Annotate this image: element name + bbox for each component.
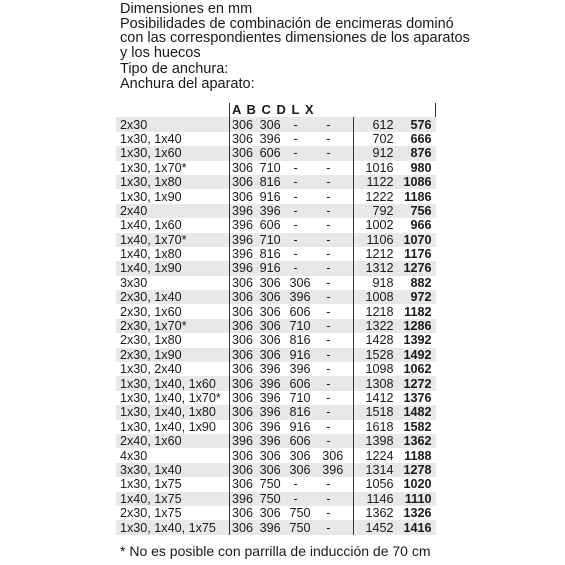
width-b-cell: 306 bbox=[260, 117, 290, 131]
width-d-cell: - bbox=[326, 333, 331, 348]
width-c-cell: 750 bbox=[289, 506, 311, 521]
width-a-cell: 396 bbox=[230, 434, 260, 448]
table-row bbox=[116, 463, 436, 477]
width-b-cell: 306 bbox=[260, 348, 290, 362]
combination-cell: 1x30, 1x40, 1x70* bbox=[116, 391, 230, 405]
width-a-cell: 306 bbox=[230, 520, 260, 534]
width-a-cell: 396 bbox=[232, 247, 254, 262]
width-c-cell: 816 bbox=[289, 405, 322, 419]
width-d-cell: - bbox=[322, 492, 353, 506]
width-d-cell: - bbox=[322, 146, 353, 160]
width-c-cell: - bbox=[293, 247, 298, 262]
width-c-cell: 750 bbox=[289, 520, 322, 534]
width-l-cell: 1618 bbox=[353, 420, 397, 434]
width-x-cell: 1286 bbox=[398, 319, 436, 333]
width-d-cell: - bbox=[322, 434, 353, 448]
combination-cell: 2x30, 1x80 bbox=[116, 333, 230, 347]
width-c-cell: - bbox=[293, 189, 298, 204]
width-l-cell: 1002 bbox=[353, 218, 397, 232]
table-row bbox=[116, 319, 436, 333]
width-b-cell: 306 bbox=[260, 319, 290, 333]
width-c-cell: 606 bbox=[289, 434, 322, 448]
width-a-cell: 306 bbox=[230, 405, 260, 419]
width-b-cell: 396 bbox=[259, 362, 281, 377]
width-c-cell: - bbox=[293, 477, 298, 492]
width-a-cell: 306 bbox=[232, 391, 254, 405]
width-c-cell: - bbox=[289, 261, 322, 275]
width-d-cell: - bbox=[326, 189, 331, 204]
width-a-cell: 396 bbox=[230, 492, 260, 506]
width-b-cell: 606 bbox=[259, 218, 281, 233]
combination-cell: 2x30, 1x90 bbox=[116, 348, 230, 362]
table-row bbox=[116, 261, 436, 275]
width-d-cell: - bbox=[322, 319, 353, 333]
width-l-cell: 1398 bbox=[353, 434, 397, 448]
table-row bbox=[116, 117, 436, 131]
width-b-cell: 606 bbox=[260, 146, 290, 160]
width-a-cell: 306 bbox=[232, 477, 254, 492]
width-x-cell: 1086 bbox=[398, 175, 436, 189]
width-a-cell: 306 bbox=[232, 189, 254, 204]
width-b-cell: 750 bbox=[260, 492, 290, 506]
combination-cell: 1x30, 1x40, 1x90 bbox=[116, 420, 230, 434]
combination-cell: 1x40, 1x80 bbox=[116, 247, 230, 261]
combination-cell: 1x40, 1x70* bbox=[116, 233, 230, 247]
width-a-cell: 306 bbox=[232, 362, 254, 377]
width-x-cell: 1070 bbox=[398, 233, 436, 247]
intro-line-1: Dimensiones en mm bbox=[120, 1, 253, 17]
width-x-cell: 1362 bbox=[398, 434, 436, 448]
width-x-cell: 1110 bbox=[398, 492, 436, 506]
combination-cell: 2x40 bbox=[116, 204, 230, 218]
combination-table-wrap bbox=[116, 103, 436, 535]
width-a-cell: 306 bbox=[232, 419, 254, 434]
width-c-cell: - bbox=[293, 131, 298, 146]
table-row bbox=[116, 218, 436, 232]
width-a-cell: 306 bbox=[232, 160, 254, 175]
width-l-cell: 1106 bbox=[353, 233, 397, 247]
width-b-cell: 396 bbox=[260, 204, 290, 218]
width-b-cell: 396 bbox=[259, 131, 281, 146]
width-c-cell: - bbox=[289, 117, 322, 131]
combination-table bbox=[116, 103, 436, 535]
table-row bbox=[116, 276, 436, 290]
width-b-cell: 306 bbox=[259, 304, 281, 319]
width-x-cell: 666 bbox=[410, 131, 432, 146]
table-row bbox=[116, 506, 436, 520]
intro-line-2: Posibilidades de combinación de encimeras dominó bbox=[120, 15, 454, 32]
width-b-cell: 306 bbox=[259, 448, 281, 463]
intro-text bbox=[120, 2, 470, 60]
combination-cell: 1x30, 1x40, 1x60 bbox=[116, 376, 230, 390]
width-d-cell: - bbox=[322, 204, 353, 218]
combination-cell: 1x30, 1x40, 1x75 bbox=[116, 520, 230, 534]
width-c-cell: 396 bbox=[289, 362, 311, 377]
width-b-cell: 396 bbox=[260, 520, 290, 534]
width-a-cell: 396 bbox=[230, 261, 260, 275]
width-b-cell: 816 bbox=[259, 247, 281, 262]
width-d-cell: 306 bbox=[322, 448, 344, 463]
width-c-cell: 306 bbox=[289, 448, 311, 463]
width-d-cell: - bbox=[326, 160, 331, 175]
combination-cell: 3x30 bbox=[116, 276, 230, 290]
width-l-cell: 612 bbox=[353, 117, 397, 131]
width-x-cell: 1482 bbox=[398, 405, 436, 419]
width-x-cell: 1182 bbox=[404, 304, 432, 319]
table-row bbox=[116, 204, 436, 218]
width-l-cell: 1528 bbox=[353, 348, 397, 362]
width-b-cell: 816 bbox=[260, 175, 290, 189]
width-a-cell: 306 bbox=[230, 319, 260, 333]
width-l-cell: 1016 bbox=[353, 161, 397, 175]
combination-cell: 1x30, 1x40 bbox=[116, 132, 230, 146]
width-b-cell: 710 bbox=[260, 233, 290, 247]
width-x-cell: 1062 bbox=[403, 362, 432, 377]
width-d-cell: - bbox=[322, 117, 353, 131]
width-x-cell: 1272 bbox=[398, 376, 436, 390]
appliance-width-label: Anchura del aparato: bbox=[120, 75, 255, 92]
width-l-cell: 1452 bbox=[353, 520, 397, 534]
width-x-cell: 1186 bbox=[404, 189, 432, 204]
width-x-cell: 1188 bbox=[404, 448, 432, 463]
table-row bbox=[116, 247, 436, 261]
width-l-cell: 1008 bbox=[353, 290, 397, 304]
width-b-cell: 916 bbox=[259, 189, 281, 204]
width-d-cell: - bbox=[326, 419, 331, 434]
width-c-cell: 710 bbox=[289, 319, 322, 333]
width-d-cell: - bbox=[322, 233, 353, 247]
width-d-cell: - bbox=[326, 131, 331, 146]
width-c-cell: 306 bbox=[289, 275, 311, 290]
width-d-cell: - bbox=[322, 348, 353, 362]
width-labels bbox=[120, 62, 255, 91]
combination-cell: 1x30, 1x70* bbox=[116, 161, 230, 175]
width-b-cell: 306 bbox=[259, 506, 281, 521]
width-x-cell: 1326 bbox=[403, 506, 432, 521]
width-d-cell: - bbox=[326, 506, 331, 521]
width-a-cell: 306 bbox=[232, 333, 254, 348]
width-c-cell: 606 bbox=[289, 376, 322, 390]
width-x-cell: 1392 bbox=[403, 333, 432, 348]
width-b-cell: 306 bbox=[259, 275, 281, 290]
width-l-cell: 1212 bbox=[353, 247, 397, 261]
combination-cell: 1x40, 1x90 bbox=[116, 261, 230, 275]
width-d-cell: - bbox=[322, 261, 353, 275]
width-c-cell: - bbox=[289, 233, 322, 247]
width-d-cell: - bbox=[322, 376, 353, 390]
table-row bbox=[116, 492, 436, 506]
width-l-cell: 912 bbox=[353, 146, 397, 160]
table-row bbox=[116, 304, 436, 318]
table-row bbox=[116, 376, 436, 390]
width-l-cell: 1428 bbox=[353, 333, 397, 347]
width-x-cell: 966 bbox=[410, 218, 432, 233]
width-x-cell: 1020 bbox=[403, 477, 432, 492]
table-row bbox=[116, 420, 436, 434]
width-a-cell: 306 bbox=[230, 348, 260, 362]
width-c-cell: - bbox=[289, 146, 322, 160]
width-d-cell: - bbox=[322, 290, 353, 304]
width-a-cell: 306 bbox=[232, 131, 254, 146]
width-c-cell: - bbox=[289, 492, 322, 506]
width-c-cell: 916 bbox=[289, 348, 322, 362]
combination-cell: 2x30, 1x75 bbox=[116, 506, 230, 520]
width-b-cell: 750 bbox=[259, 477, 281, 492]
table-row bbox=[116, 233, 436, 247]
combination-cell: 1x30, 1x90 bbox=[116, 189, 230, 203]
width-b-cell: 306 bbox=[260, 463, 290, 477]
combination-cell: 2x40, 1x60 bbox=[116, 434, 230, 448]
width-l-cell: 792 bbox=[353, 204, 397, 218]
width-l-cell: 702 bbox=[353, 132, 397, 146]
width-a-cell: 396 bbox=[232, 218, 254, 233]
combination-cell: 1x40, 1x75 bbox=[116, 492, 230, 506]
width-l-cell: 1314 bbox=[353, 463, 397, 477]
table-row bbox=[116, 146, 436, 160]
width-d-cell: - bbox=[326, 218, 331, 233]
combination-cell: 1x30, 1x60 bbox=[116, 146, 230, 160]
width-d-cell: 396 bbox=[322, 463, 353, 477]
combination-cell: 1x30, 1x40, 1x80 bbox=[116, 405, 230, 419]
table-row bbox=[116, 290, 436, 304]
width-a-cell: 306 bbox=[230, 117, 260, 131]
intro-line-4: y los huecos bbox=[120, 44, 201, 61]
width-c-cell: - bbox=[289, 175, 322, 189]
width-b-cell: 306 bbox=[259, 333, 281, 348]
width-d-cell: - bbox=[326, 275, 331, 290]
combination-cell: 1x40, 1x60 bbox=[116, 218, 230, 232]
width-d-cell: - bbox=[326, 362, 331, 377]
width-l-cell: 1518 bbox=[353, 405, 397, 419]
width-c-cell: 606 bbox=[289, 304, 311, 319]
width-a-cell: 306 bbox=[232, 275, 254, 290]
table-row bbox=[116, 405, 436, 419]
width-d-cell: - bbox=[322, 175, 353, 189]
width-l-cell: 1322 bbox=[353, 319, 397, 333]
combination-cell: 2x30, 1x40 bbox=[116, 290, 230, 304]
table-row bbox=[116, 391, 436, 405]
table-row bbox=[116, 175, 436, 189]
combination-cell: 2x30, 1x60 bbox=[116, 304, 230, 318]
width-x-cell: 980 bbox=[410, 160, 432, 175]
width-c-cell: 710 bbox=[289, 391, 311, 405]
width-b-cell: 396 bbox=[260, 376, 290, 390]
width-d-cell: - bbox=[326, 304, 331, 319]
width-c-cell: 816 bbox=[289, 333, 311, 348]
width-d-cell: - bbox=[326, 247, 331, 262]
combination-cell: 2x30, 1x70* bbox=[116, 319, 230, 333]
width-x-cell: 1278 bbox=[398, 463, 436, 477]
width-x-cell: 756 bbox=[398, 204, 436, 218]
combination-cell: 4x30 bbox=[116, 448, 230, 462]
width-l-cell: 1056 bbox=[353, 477, 397, 491]
width-c-cell: - bbox=[293, 160, 298, 175]
width-x-cell: 972 bbox=[398, 290, 436, 304]
width-a-cell: 306 bbox=[230, 463, 260, 477]
table-row bbox=[116, 477, 436, 491]
width-d-cell: - bbox=[322, 405, 353, 419]
width-c-cell: 916 bbox=[289, 419, 311, 434]
table-row bbox=[116, 520, 436, 534]
width-d-cell: - bbox=[326, 391, 331, 405]
width-x-cell: 1582 bbox=[403, 419, 432, 434]
table-row bbox=[116, 348, 436, 362]
width-x-cell: 882 bbox=[410, 275, 432, 290]
width-x-cell: 1376 bbox=[403, 391, 432, 405]
width-x-cell: 576 bbox=[398, 117, 436, 131]
width-l-cell: 918 bbox=[353, 276, 397, 290]
width-l-cell: 1098 bbox=[353, 362, 397, 376]
width-d-cell: - bbox=[322, 520, 353, 534]
width-l-cell: 1308 bbox=[353, 376, 397, 390]
width-a-cell: 306 bbox=[232, 448, 254, 463]
width-a-cell: 306 bbox=[230, 290, 260, 304]
width-l-cell: 1122 bbox=[353, 175, 397, 189]
width-a-cell: 396 bbox=[230, 204, 260, 218]
width-l-cell: 1222 bbox=[353, 189, 397, 203]
combination-cell: 2x30 bbox=[116, 117, 230, 131]
width-a-cell: 306 bbox=[230, 175, 260, 189]
width-x-cell: 1416 bbox=[398, 520, 436, 534]
table-row bbox=[116, 161, 436, 175]
width-b-cell: 396 bbox=[260, 405, 290, 419]
width-a-cell: 306 bbox=[232, 506, 254, 521]
width-c-cell: 306 bbox=[289, 463, 322, 477]
width-b-cell: 916 bbox=[260, 261, 290, 275]
width-a-cell: 306 bbox=[230, 376, 260, 390]
table-row bbox=[116, 189, 436, 203]
width-l-cell: 1218 bbox=[353, 304, 397, 318]
width-b-cell: 710 bbox=[259, 160, 281, 175]
width-l-cell: 1146 bbox=[353, 492, 397, 506]
width-l-cell: 1224 bbox=[353, 448, 397, 462]
width-l-cell: 1362 bbox=[353, 506, 397, 520]
width-b-cell: 396 bbox=[259, 391, 281, 405]
intro-line-3: con las correspondientes dimensiones de los aparatos bbox=[120, 30, 470, 47]
footnote: * No es posible con parrilla de inducción de 70 cm bbox=[120, 543, 431, 559]
width-c-cell: - bbox=[289, 204, 322, 218]
width-type-label: Tipo de anchura: bbox=[120, 61, 229, 77]
width-x-cell: 1492 bbox=[398, 348, 436, 362]
combination-cell: 1x30, 2x40 bbox=[116, 362, 230, 376]
width-c-cell: 396 bbox=[289, 290, 322, 304]
table-row bbox=[116, 362, 436, 376]
width-b-cell: 396 bbox=[260, 434, 290, 448]
width-x-cell: 1276 bbox=[398, 261, 436, 275]
table-row bbox=[116, 333, 436, 347]
combination-cell: 1x30, 1x80 bbox=[116, 175, 230, 189]
table-header-row bbox=[116, 103, 436, 117]
table-row bbox=[116, 434, 436, 448]
width-b-cell: 306 bbox=[260, 290, 290, 304]
width-a-cell: 396 bbox=[230, 233, 260, 247]
width-b-cell: 396 bbox=[259, 419, 281, 434]
width-l-cell: 1412 bbox=[353, 391, 397, 405]
width-x-cell: 876 bbox=[398, 146, 436, 160]
width-c-cell: - bbox=[293, 218, 298, 233]
width-d-cell: - bbox=[326, 477, 331, 492]
combination-cell: 1x30, 1x75 bbox=[116, 477, 230, 491]
column-header: A B C D L X bbox=[230, 103, 398, 117]
table-row bbox=[116, 132, 436, 146]
table-body bbox=[116, 117, 436, 534]
width-l-cell: 1312 bbox=[353, 261, 397, 275]
width-x-cell: 1176 bbox=[404, 247, 432, 262]
table-row bbox=[116, 448, 436, 462]
combination-cell: 3x30, 1x40 bbox=[116, 463, 230, 477]
width-a-cell: 306 bbox=[232, 304, 254, 319]
width-a-cell: 306 bbox=[230, 146, 260, 160]
